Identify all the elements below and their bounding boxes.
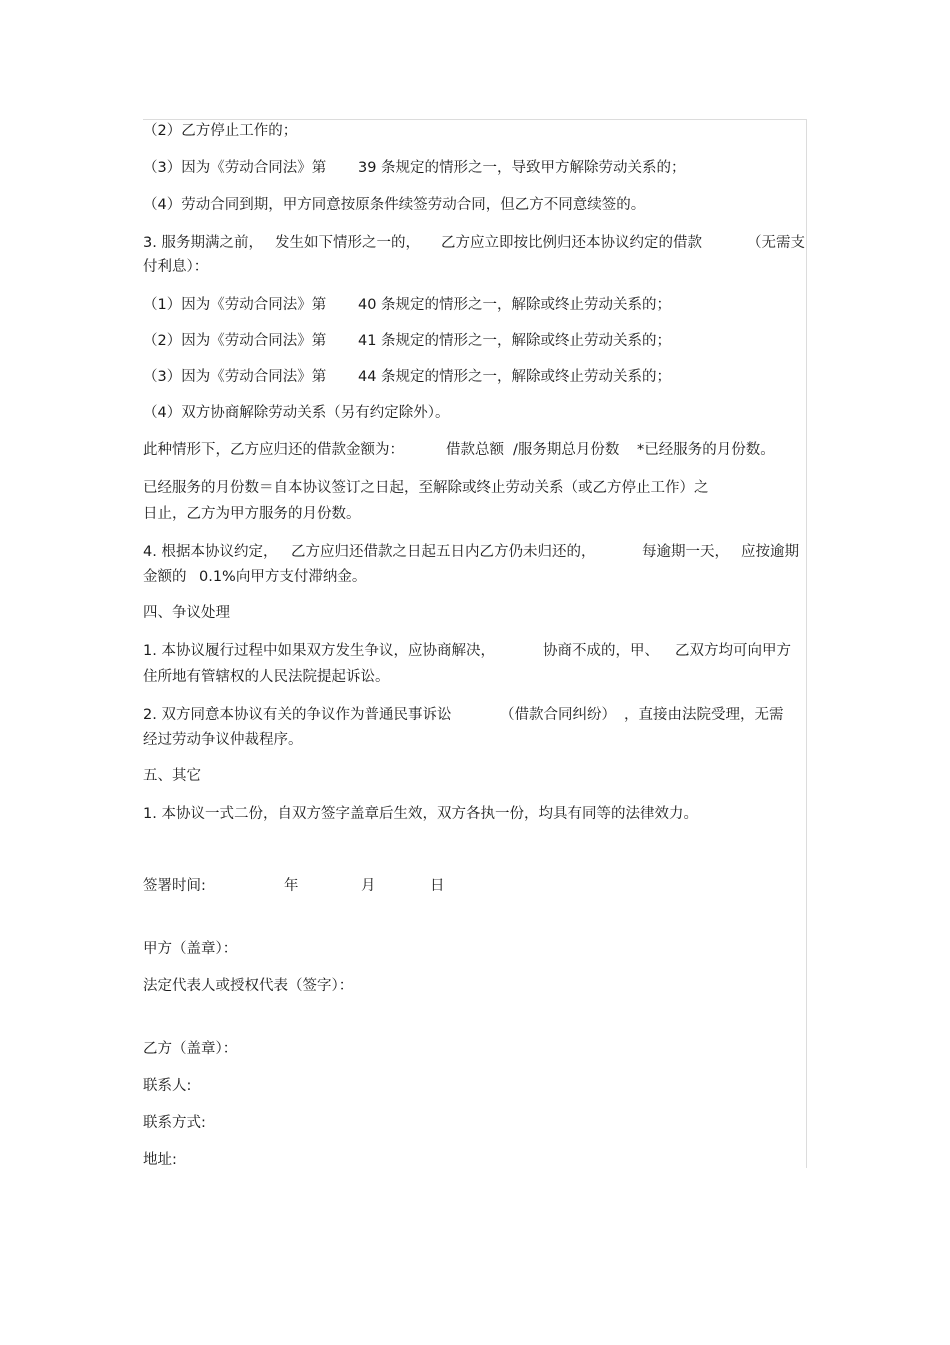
clause-text: 3. 服务期满之前，: [143, 235, 263, 251]
clause-text: 乙双方均可向甲方: [675, 643, 791, 659]
clause-text: 40 条规定的情形之一，解除或终止劳动关系的；: [358, 297, 672, 313]
clause-text: ，直接由法院受理，无需: [624, 707, 784, 723]
clause-text: 经过劳动争议仲裁程序。: [143, 732, 303, 748]
clause-text: 发生如下情形之一的，: [275, 235, 420, 251]
page-frame-top-border: [143, 119, 806, 120]
clause-text: （2）乙方停止工作的；: [143, 123, 298, 139]
clause-line: [0, 121, 950, 141]
clause-text: 金额的: [143, 569, 187, 585]
party-a-line: [0, 939, 950, 959]
clause-text: 日止，乙方为甲方服务的月份数。: [143, 506, 361, 522]
party-b-seal-label: 乙方（盖章）：: [143, 1041, 238, 1057]
clause-text: 乙方应立即按比例归还本协议约定的借款: [441, 235, 702, 251]
clause-line: [0, 478, 950, 498]
contact-method-line: [0, 1113, 950, 1133]
clause-text: （2）因为《劳动合同法》第: [143, 333, 327, 349]
clause-text: 39 条规定的情形之一，导致甲方解除劳动关系的；: [358, 160, 686, 176]
clause-line: [0, 440, 950, 460]
clause-text: （3）因为《劳动合同法》第: [143, 369, 327, 385]
clause-text: （无需支: [747, 235, 805, 251]
section-heading: [0, 603, 950, 623]
clause-line: [0, 195, 950, 215]
clause-text: （1）因为《劳动合同法》第: [143, 297, 327, 313]
clause-line: [0, 567, 950, 587]
clause-text: 住所地有管辖权的人民法院提起诉讼。: [143, 669, 390, 685]
clause-text: 41 条规定的情形之一，解除或终止劳动关系的；: [358, 333, 672, 349]
clause-text: 1. 本协议一式二份，自双方签字盖章后生效，双方各执一份，均具有同等的法律效力。: [143, 806, 698, 822]
clause-text: 每逾期一天，: [642, 544, 729, 560]
clause-text: /服务期总月份数: [513, 442, 620, 458]
clause-line: [0, 804, 950, 824]
party-b-line: [0, 1039, 950, 1059]
clause-text: 已经服务的月份数＝自本协议签订之日起，至解除或终止劳动关系（或乙方停止工作）之: [143, 480, 709, 496]
contact-method-label: 联系方式:: [143, 1115, 206, 1131]
clause-text: 0.1%向甲方支付滞纳金。: [199, 569, 367, 585]
clause-text: 44 条规定的情形之一，解除或终止劳动关系的；: [358, 369, 672, 385]
clause-line: [0, 233, 950, 253]
clause-line: [0, 367, 950, 387]
clause-line: [0, 331, 950, 351]
address-line: [0, 1150, 950, 1170]
clause-line: [0, 295, 950, 315]
section-heading: [0, 766, 950, 786]
section-heading-text: 四、争议处理: [143, 605, 230, 621]
clause-line: [0, 542, 950, 562]
representative-line: [0, 976, 950, 996]
clause-text: 2. 双方同意本协议有关的争议作为普通民事诉讼: [143, 707, 452, 723]
signing-date-label: 签署时间:: [143, 878, 206, 894]
clause-line: [0, 730, 950, 750]
clause-line: [0, 641, 950, 661]
clause-text: （4）劳动合同到期，甲方同意按原条件续签劳动合同，但乙方不同意续签的。: [143, 197, 646, 213]
clause-line: [0, 403, 950, 423]
clause-text: 协商不成的，甲、: [543, 643, 659, 659]
signing-month-label: 月: [361, 878, 376, 894]
clause-text: （4）双方协商解除劳动关系（另有约定除外）。: [143, 405, 450, 421]
clause-line: [0, 158, 950, 178]
clause-text: 乙方应归还借款之日起五日内乙方仍未归还的，: [291, 544, 596, 560]
clause-text: 此种情形下，乙方应归还的借款金额为：: [143, 442, 404, 458]
clause-text: （3）因为《劳动合同法》第: [143, 160, 327, 176]
clause-text: 付利息）：: [143, 259, 209, 275]
representative-signature-label: 法定代表人或授权代表（签字）：: [143, 978, 354, 994]
signing-date-line: [0, 876, 950, 896]
section-heading-text: 五、其它: [143, 768, 201, 784]
address-label: 地址:: [143, 1152, 177, 1168]
clause-text: （借款合同纠纷）: [500, 707, 616, 723]
clause-text: 1. 本协议履行过程中如果双方发生争议，应协商解决，: [143, 643, 495, 659]
clause-line: [0, 504, 950, 524]
contact-person-label: 联系人:: [143, 1078, 192, 1094]
clause-text: 应按逾期: [741, 544, 799, 560]
clause-text: 借款总额: [446, 442, 504, 458]
clause-line: [0, 257, 950, 277]
contact-person-line: [0, 1076, 950, 1096]
party-a-seal-label: 甲方（盖章）：: [143, 941, 238, 957]
clause-line: [0, 705, 950, 725]
clause-text: *已经服务的月份数。: [637, 442, 775, 458]
clause-text: 4. 根据本协议约定，: [143, 544, 278, 560]
signing-day-label: 日: [430, 878, 445, 894]
signing-year-label: 年: [284, 878, 299, 894]
clause-line: [0, 667, 950, 687]
